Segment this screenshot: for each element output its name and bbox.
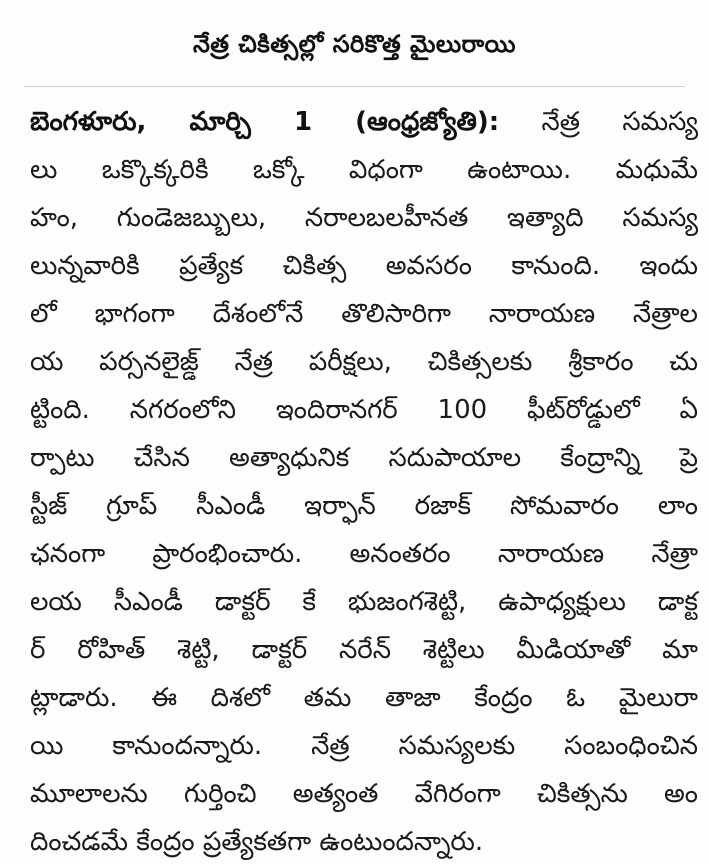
headline-divider [24,86,685,87]
article-line [30,98,698,146]
article-line: మూలాలను గుర్తించి అత్యంత వేగిరంగా చికిత్సను అం [30,779,698,809]
article-line: లున్నవారికి ప్రత్యేక చికిత్స అవసరం కానుంది. ఇందు [30,251,698,281]
article-body [30,98,698,866]
article-line: యి కానుందన్నారు. నేత్ర సమస్యలకు సంబంధించిన [30,731,698,761]
article-line: ట్టింది. నగరంలోని ఇందిరానగర్ 100 ఫీట్‌రోడ్డులో ఏ [30,395,698,425]
article-line: ఛనంగా ప్రారంభించారు. అనంతరం నారాయణ నేత్రా [30,539,698,569]
article-line: దించడమే కేంద్రం ప్రత్యేకతగా ఉంటుందన్నారు. [30,827,484,857]
article-line: ర్ రోహిత్ శెట్టి, డాక్టర్ నరేన్ శెట్టిలు మీడియాతో మా [30,635,698,665]
article-line: లు ఒక్కొక్కరికి ఒక్కో విధంగా ఉంటాయి. మధుమే [30,155,698,185]
article-dateline: బెంగళూరు, మార్చి 1 (ఆంధ్రజ్యోతి): [30,107,500,137]
article-line: లో భాగంగా దేశంలోనే తొలిసారిగా నారాయణ నేత్రాల [30,299,698,329]
article-line: ట్లాడారు. ఈ దిశలో తమ తాజా కేంద్రం ఓ మైలురా [30,683,698,713]
article-line: ర్పాటు చేసిన అత్యాధునిక సదుపాయాల కేంద్రాన్ని ప్రె [30,443,698,473]
article-line: లయ సీఎండీ డాక్టర్ కే భుజంగశెట్టి, ఉపాధ్యక్షులు డాక్ట [30,587,698,617]
article-line: య పర్సనలైజ్డ్ నేత్ర పరీక్షలు, చికిత్సలకు శ్రీకారం చు [30,347,698,377]
article-headline: నేత్ర చికిత్సల్లో సరికొత్త మైలురాయి [192,30,517,58]
article-line-text: నేత్ర సమస్య [499,107,698,137]
article-line: హం, గుండెజబ్బులు, నరాలబలహీనత ఇత్యాది సమస్య [30,203,698,233]
article-line: స్టీజ్ గ్రూప్ సీఎండీ ఇర్ఫాన్ రజాక్ సోమవారం లాం [30,491,698,521]
